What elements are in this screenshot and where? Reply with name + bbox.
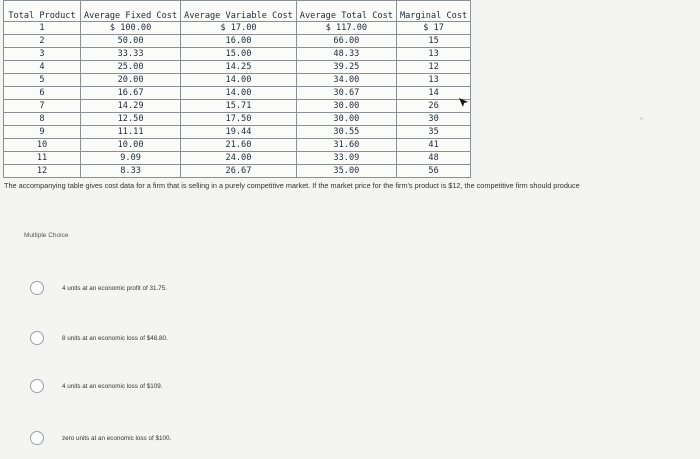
cell-marginal-cost: 56 [396,165,470,178]
cell-average-fixed-cost: 9.09 [81,152,181,165]
cell-average-fixed-cost: 25.00 [81,61,181,74]
cell-average-total-cost: 30.00 [296,113,396,126]
cell-average-variable-cost: 15.71 [181,100,297,113]
header-average-variable-cost: Average Variable Cost [181,1,297,22]
multiple-choice-label: Multiple Choice [24,232,69,239]
cell-average-fixed-cost: 20.00 [81,74,181,87]
option-2-label: 8 units at an economic loss of $48.80. [62,334,168,342]
cell-average-fixed-cost: 16.67 [81,87,181,100]
cell-marginal-cost: 15 [396,35,470,48]
cell-marginal-cost: 35 [396,126,470,139]
cell-average-total-cost: 66.00 [296,35,396,48]
cell-average-total-cost: 39.25 [296,61,396,74]
cell-average-fixed-cost: 33.33 [81,48,181,61]
cell-average-variable-cost: $ 17.00 [181,22,297,35]
cell-average-total-cost: 30.67 [296,87,396,100]
header-total-product: Total Product [4,1,81,22]
cell-average-variable-cost: 19.44 [181,126,297,139]
cell-average-variable-cost: 17.50 [181,113,297,126]
cell-average-total-cost: 33.09 [296,152,396,165]
radio-option-4[interactable] [30,431,44,445]
cost-data-table [3,0,471,178]
option-4[interactable] [30,429,172,447]
option-1[interactable] [30,279,168,297]
cell-average-total-cost: 30.00 [296,100,396,113]
table-row [4,100,471,113]
option-3[interactable] [30,377,163,395]
cell-marginal-cost: 12 [396,61,470,74]
cell-marginal-cost: 48 [396,152,470,165]
cell-average-fixed-cost: 8.33 [81,165,181,178]
cell-average-variable-cost: 14.25 [181,61,297,74]
cell-average-fixed-cost: 11.11 [81,126,181,139]
cell-marginal-cost: 41 [396,139,470,152]
cell-average-fixed-cost: 10.00 [81,139,181,152]
cell-average-fixed-cost: $ 100.00 [81,22,181,35]
cell-average-fixed-cost: 14.29 [81,100,181,113]
cell-marginal-cost: 14 [396,87,470,100]
table-body [4,22,471,178]
table-row [4,126,471,139]
radio-option-1[interactable] [30,281,44,295]
table-row [4,48,471,61]
table-row [4,113,471,126]
cell-average-variable-cost: 26.67 [181,165,297,178]
cell-total-product: 1 [4,22,81,35]
cell-total-product: 8 [4,113,81,126]
table-row [4,139,471,152]
table-row [4,35,471,48]
option-1-label: 4 units at an economic profit of 31.75. [62,284,168,292]
cell-average-total-cost: 30.55 [296,126,396,139]
cell-average-total-cost: 35.00 [296,165,396,178]
cell-total-product: 2 [4,35,81,48]
cell-average-fixed-cost: 12.50 [81,113,181,126]
cell-marginal-cost: $ 17 [396,22,470,35]
cell-total-product: 11 [4,152,81,165]
option-4-label: zero units at an economic loss of $100. [62,434,172,442]
cell-total-product: 9 [4,126,81,139]
radio-option-3[interactable] [30,379,44,393]
cell-total-product: 10 [4,139,81,152]
table-row [4,165,471,178]
table-row [4,152,471,165]
cell-average-variable-cost: 15.00 [181,48,297,61]
cell-average-variable-cost: 21.60 [181,139,297,152]
cell-marginal-cost: 13 [396,74,470,87]
decorative-dot [640,117,643,120]
header-marginal-cost: Marginal Cost [396,1,470,22]
cell-marginal-cost: 30 [396,113,470,126]
radio-option-2[interactable] [30,331,44,345]
cell-average-total-cost: 31.60 [296,139,396,152]
question-text: The accompanying table gives cost data for a firm that is selling in a purely competitive market. If the market price for the firm's product is $12, the competitive firm should produce [4,181,580,190]
cell-total-product: 12 [4,165,81,178]
cell-marginal-cost: 26 [396,100,470,113]
cell-average-variable-cost: 16.00 [181,35,297,48]
table-row [4,87,471,100]
table-header-row [4,1,471,22]
cell-marginal-cost: 13 [396,48,470,61]
cell-total-product: 7 [4,100,81,113]
cell-average-total-cost: 48.33 [296,48,396,61]
header-average-total-cost: Average Total Cost [296,1,396,22]
header-average-fixed-cost: Average Fixed Cost [81,1,181,22]
option-2[interactable] [30,329,168,347]
cell-average-variable-cost: 14.00 [181,74,297,87]
mouse-pointer-icon [458,97,470,109]
cell-average-fixed-cost: 50.00 [81,35,181,48]
cell-average-variable-cost: 14.00 [181,87,297,100]
cell-total-product: 5 [4,74,81,87]
table-row [4,61,471,74]
table-row [4,22,471,35]
cell-average-total-cost: 34.00 [296,74,396,87]
table-row [4,74,471,87]
cell-average-variable-cost: 24.00 [181,152,297,165]
cell-average-total-cost: $ 117.00 [296,22,396,35]
cell-total-product: 6 [4,87,81,100]
cell-total-product: 4 [4,61,81,74]
cell-total-product: 3 [4,48,81,61]
option-3-label: 4 units at an economic loss of $109. [62,382,163,390]
